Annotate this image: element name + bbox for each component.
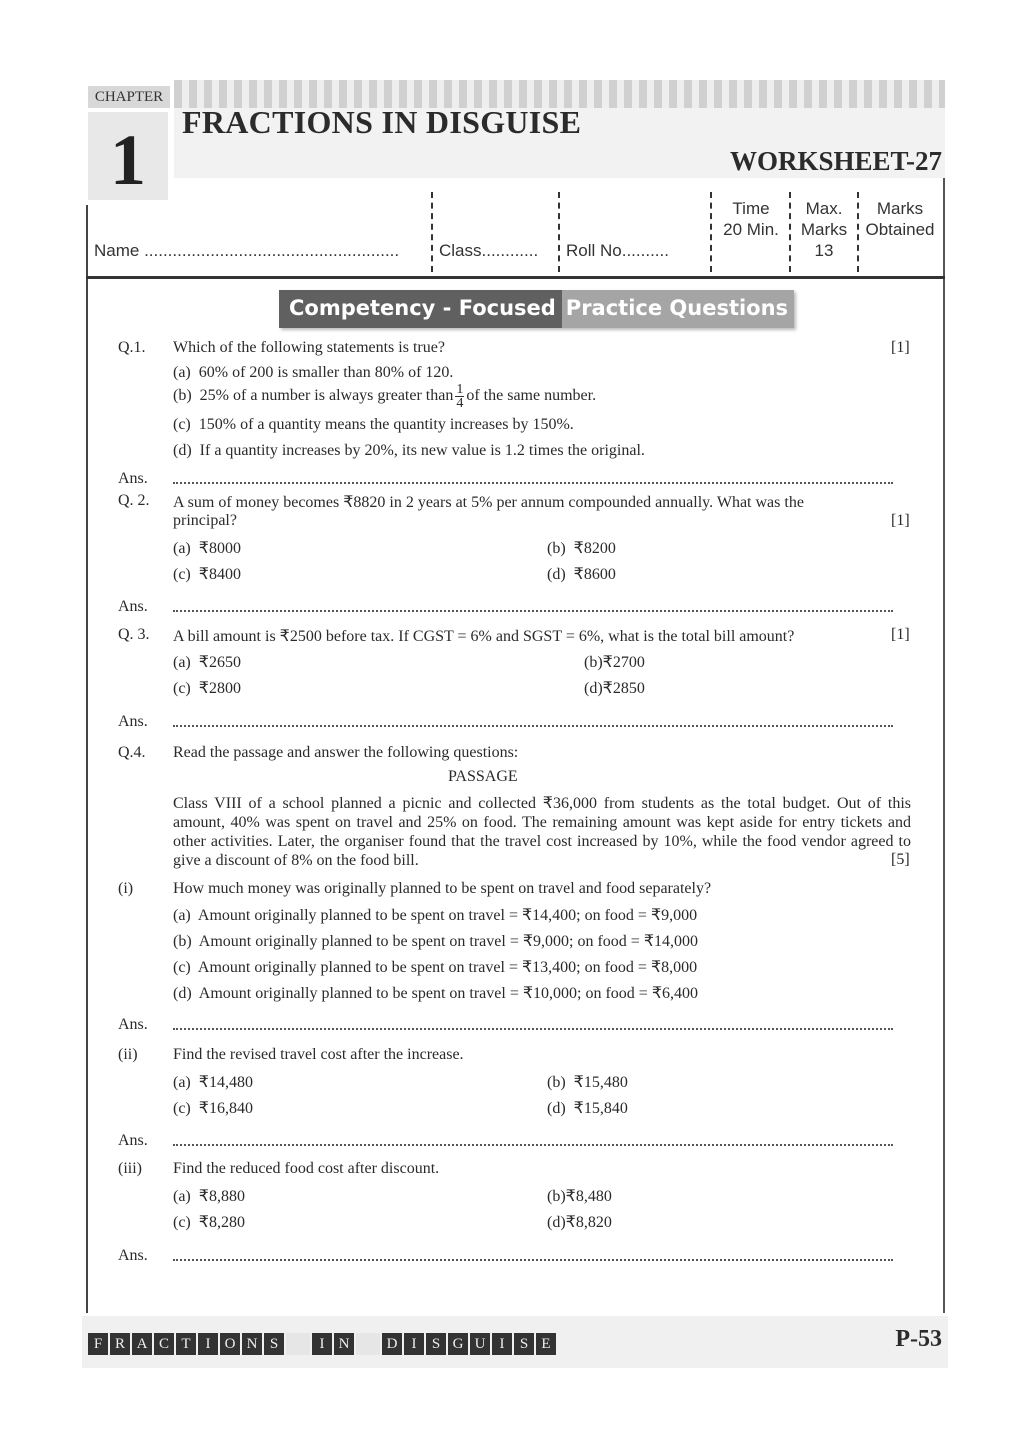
max-marks-label-2: Marks [800,220,848,239]
option-text: ₹15,840 [573,1100,628,1117]
option-text: Amount originally planned to be spent on travel = ₹9,000; on food = ₹14,000 [198,933,699,950]
option-text: ₹14,480 [198,1074,253,1091]
option-text: ₹2800 [198,680,241,697]
footer-letter: C [154,1333,174,1355]
divider [710,192,712,272]
answer-line[interactable] [173,1259,893,1261]
footer-letter: U [470,1333,490,1355]
passage-text: Class VIII of a school planned a picnic and collected ₹36,000 from students as the total budget. Out of this amount, 40% was spent on travel and 25% on food. The remaining amount was kept aside for entry tickets and other activities. Later, the organiser found that the travel cost increased by 10%, while the food vendor agreed to give a discount of 8% on the food bill. [173,795,911,869]
option-a[interactable] [173,364,453,382]
option-d[interactable] [547,1212,612,1232]
question-text-cont: principal? [173,512,237,529]
answer-label: Ans. [118,713,148,730]
subquestion-text: How much money was originally planned to be spent on travel and food separately? [173,880,712,897]
option-label: (a) [173,364,191,381]
option-label: (a) [173,907,191,924]
question-text: A bill amount is ₹2500 before tax. If CGST = 6% and SGST = 6%, what is the total bill amount? [173,628,795,645]
footer-letter: S [426,1333,446,1355]
option-text: 25% of a number is always greater than [199,387,454,405]
footer-letter: O [220,1333,240,1355]
chapter-number: 1 [88,112,168,200]
option-text: ₹8400 [198,566,241,583]
banner-dark-text: Competency - Focused [279,290,562,328]
option-b[interactable] [547,1186,612,1206]
class-field[interactable]: Class............ [439,241,539,260]
fraction-denominator: 4 [456,396,464,411]
option-label: (c) [173,566,191,583]
option-a[interactable] [173,538,241,558]
option-text: ₹2700 [602,654,645,671]
answer-label: Ans. [118,1247,148,1264]
option-text: ₹8,480 [565,1188,612,1205]
answer-label: Ans. [118,1016,148,1033]
question-text: A sum of money becomes ₹8820 in 2 years at 5% per annum compounded annually. What was the [173,494,804,511]
option-label: (d) [547,566,566,583]
option-label: (c) [173,1100,191,1117]
option-a[interactable] [173,652,241,672]
footer-letter: N [242,1333,262,1355]
chapter-label: CHAPTER [88,86,170,108]
footer-letter: F [88,1333,108,1355]
footer-letter: R [110,1333,130,1355]
option-d[interactable] [173,983,698,1003]
footer-letter: E [536,1333,556,1355]
passage-title: PASSAGE [448,768,518,785]
footer-letter: A [132,1333,152,1355]
option-label: (d) [173,985,192,1002]
option-c[interactable] [173,678,241,698]
time-value: 20 Min. [723,220,779,239]
subquestion-number: (ii) [118,1046,138,1063]
page-number: P-53 [895,1326,942,1352]
option-text: ₹2650 [198,654,241,671]
header-rule [86,276,945,279]
footer-letter: N [334,1333,354,1355]
chapter-title: FRACTIONS IN DISGUISE [182,104,582,140]
option-label: (a) [173,654,191,671]
option-text: ₹15,480 [573,1074,628,1091]
option-b[interactable] [173,383,596,410]
option-text: of the same number. [466,387,597,405]
section-banner [279,290,794,328]
option-b[interactable] [547,538,616,558]
question-marks: [5] [891,851,910,868]
option-label: (a) [173,1074,191,1091]
option-label: (d) [173,442,192,459]
option-text: 150% of a quantity means the quantity increases by 150%. [198,416,574,433]
question-number: Q. 2. [118,492,150,509]
question-number: Q.4. [118,744,146,761]
roll-no-field[interactable]: Roll No.......... [566,241,669,260]
question-marks: [1] [891,512,910,529]
name-field[interactable]: Name ...................................................... [94,241,400,260]
question-number: Q.1. [118,339,146,356]
worksheet-title: WORKSHEET-27 [729,146,942,176]
option-text: ₹8,280 [198,1214,245,1231]
footer-letter: D [382,1333,402,1355]
option-label: (d) [547,1214,566,1231]
option-label: (d) [547,1100,566,1117]
option-b[interactable] [173,931,698,951]
option-text: ₹8600 [573,566,616,583]
option-text: ₹8,820 [565,1214,612,1231]
max-marks-cell [792,198,856,261]
question-text: Which of the following statements is true? [173,339,445,356]
max-marks-label: Max. [805,199,843,218]
option-c[interactable] [173,957,697,977]
option-a[interactable] [173,905,697,925]
answer-line[interactable] [173,725,893,727]
divider [857,192,859,272]
option-text: Amount originally planned to be spent on travel = ₹13,400; on food = ₹8,000 [197,959,698,976]
subquestion-text: Find the reduced food cost after discount. [173,1160,440,1177]
divider [789,192,791,272]
question-text: Read the passage and answer the following questions: [173,744,519,761]
footer-letter: I [492,1333,512,1355]
marks-obtained-cell[interactable] [860,198,940,240]
question-number: Q. 3. [118,626,150,643]
option-label: (d) [584,680,603,697]
answer-label: Ans. [118,470,148,487]
answer-label: Ans. [118,1132,148,1149]
time-cell [714,198,788,240]
option-label: (b) [547,540,566,557]
answer-label: Ans. [118,598,148,615]
option-d[interactable] [547,564,616,584]
footer-letter: I [404,1333,424,1355]
option-c[interactable] [173,1212,245,1232]
option-a[interactable] [173,1072,253,1092]
answer-line[interactable] [173,1028,893,1030]
option-c[interactable] [173,416,574,434]
question-marks: [1] [891,339,910,356]
max-marks-value: 13 [814,241,834,260]
footer-letter: S [264,1333,284,1355]
option-text: 60% of 200 is smaller than 80% of 120. [198,364,454,381]
option-label: (c) [173,416,191,433]
footer-word-gap [356,1333,380,1355]
footer-letter: T [176,1333,196,1355]
option-text: Amount originally planned to be spent on travel = ₹14,400; on food = ₹9,000 [197,907,698,924]
footer-letter: I [198,1333,218,1355]
subquestion-number: (i) [118,880,134,897]
option-label: (b) [173,387,192,405]
fraction-numerator: 1 [456,382,464,397]
subquestion-number: (iii) [118,1160,142,1177]
footer-letter: S [514,1333,534,1355]
option-c[interactable] [173,564,241,584]
footer-letter: G [448,1333,468,1355]
option-text: ₹16,840 [198,1100,253,1117]
footer-word-gap [286,1333,310,1355]
time-label: Time [732,199,770,218]
banner-light-text: Practice Questions [562,290,794,328]
option-label: (a) [173,540,191,557]
option-label: (c) [173,1214,191,1231]
option-text: ₹2850 [602,680,645,697]
marks-obtained-label-2: Obtained [865,220,935,239]
answer-line[interactable] [173,1144,893,1146]
option-label: (b) [584,654,603,671]
option-label: (a) [173,1188,191,1205]
fraction [455,383,464,410]
option-d[interactable] [173,442,645,460]
footer-letter: I [312,1333,332,1355]
divider [558,192,560,272]
option-text: If a quantity increases by 20%, its new value is 1.2 times the original. [199,442,645,459]
answer-line[interactable] [173,482,893,484]
option-b[interactable] [547,1072,628,1092]
option-b[interactable] [584,652,645,672]
option-c[interactable] [173,1098,253,1118]
option-text: ₹8000 [198,540,241,557]
option-d[interactable] [584,678,645,698]
option-text: Amount originally planned to be spent on travel = ₹10,000; on food = ₹6,400 [198,985,699,1002]
question-marks: [1] [891,626,910,643]
option-label: (c) [173,680,191,697]
answer-line[interactable] [173,610,893,612]
subquestion-text: Find the revised travel cost after the increase. [173,1046,464,1063]
option-label: (b) [547,1074,566,1091]
option-text: ₹8,880 [198,1188,245,1205]
footer-chapter-title [88,1333,556,1355]
frame-left-border [86,205,88,1313]
frame-right-border [943,178,945,1313]
option-label: (b) [547,1188,566,1205]
option-text: ₹8200 [573,540,616,557]
option-d[interactable] [547,1098,628,1118]
marks-obtained-label: Marks [876,199,924,218]
option-a[interactable] [173,1186,245,1206]
option-label: (c) [173,959,191,976]
divider [431,192,433,272]
option-label: (b) [173,933,192,950]
